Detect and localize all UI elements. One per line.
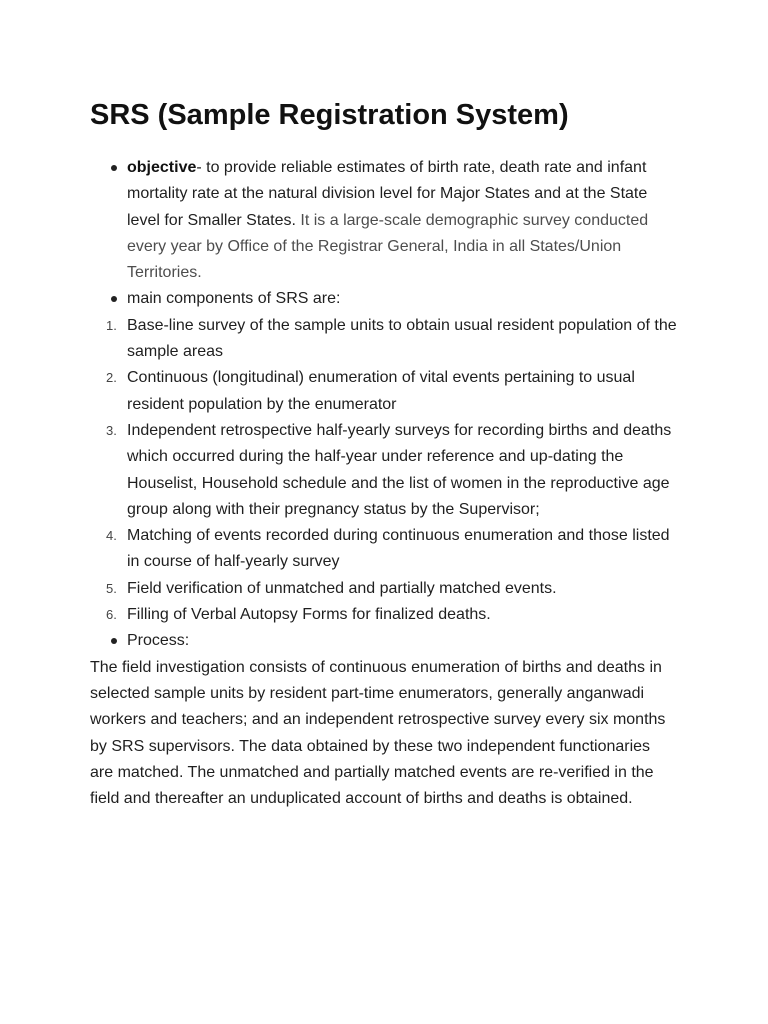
component-item-6	[90, 602, 678, 628]
component-item-5	[90, 576, 678, 602]
process-heading: Process:	[127, 632, 190, 650]
process-paragraph: The field investigation consists of continuous enumeration of births and deaths in selected sample units by resident part-time enumerators, generally anganwadi workers and teachers; and an independent retrospective survey every six months by SRS supervisors. The data obtained by these two independent functionaries are matched. The unmatched and partially matched events are re-verified in the field and thereafter an unduplicated account of births and deaths is obtained.	[90, 658, 666, 808]
component-item-4	[90, 523, 678, 576]
process-heading-item	[90, 628, 678, 654]
components-list	[90, 313, 678, 629]
objective-item	[90, 155, 678, 286]
list-number: 5.	[106, 580, 117, 596]
list-number: 6.	[106, 607, 117, 623]
components-heading: main components of SRS are:	[127, 290, 341, 308]
list-number: 1.	[106, 317, 117, 333]
bullet-list-top	[90, 155, 678, 313]
component-item-1	[90, 313, 678, 366]
objective-text: - to provide reliable estimates of birth rate, death rate and infant mortality rate at the natural division level for Major States and at the State level for Smaller States.	[127, 159, 648, 229]
objective-extra-text: It is a large-scale demographic survey conducted every year by Office of the Registrar General, India in all States/Union Territories.	[127, 211, 649, 282]
component-text: Independent retrospective half-yearly surveys for recording births and deaths which occurred during the half-year under reference and up-dating the Houselist, Household schedule and the list of women in the reproductive age group along with their pregnancy status by the Supervisor;	[127, 421, 672, 518]
component-item-2	[90, 365, 678, 418]
component-text: Base-line survey of the sample units to obtain usual resident population of the sample areas	[127, 316, 677, 361]
components-heading-item	[90, 286, 678, 312]
list-number: 2.	[106, 370, 117, 386]
component-text: Matching of events recorded during continuous enumeration and those listed in course of half-yearly survey	[127, 527, 670, 571]
component-text: Field verification of unmatched and partially matched events.	[127, 579, 557, 597]
bullet-list-process	[90, 628, 678, 654]
component-text: Filling of Verbal Autopsy Forms for finalized deaths.	[127, 606, 491, 624]
component-text: Continuous (longitudinal) enumeration of vital events pertaining to usual resident population by the enumerator	[127, 369, 635, 413]
list-number: 4.	[106, 528, 117, 544]
list-number: 3.	[106, 422, 117, 438]
objective-label: objective	[127, 159, 197, 176]
component-item-3	[90, 418, 678, 523]
page-title: SRS (Sample Registration System)	[90, 99, 569, 131]
